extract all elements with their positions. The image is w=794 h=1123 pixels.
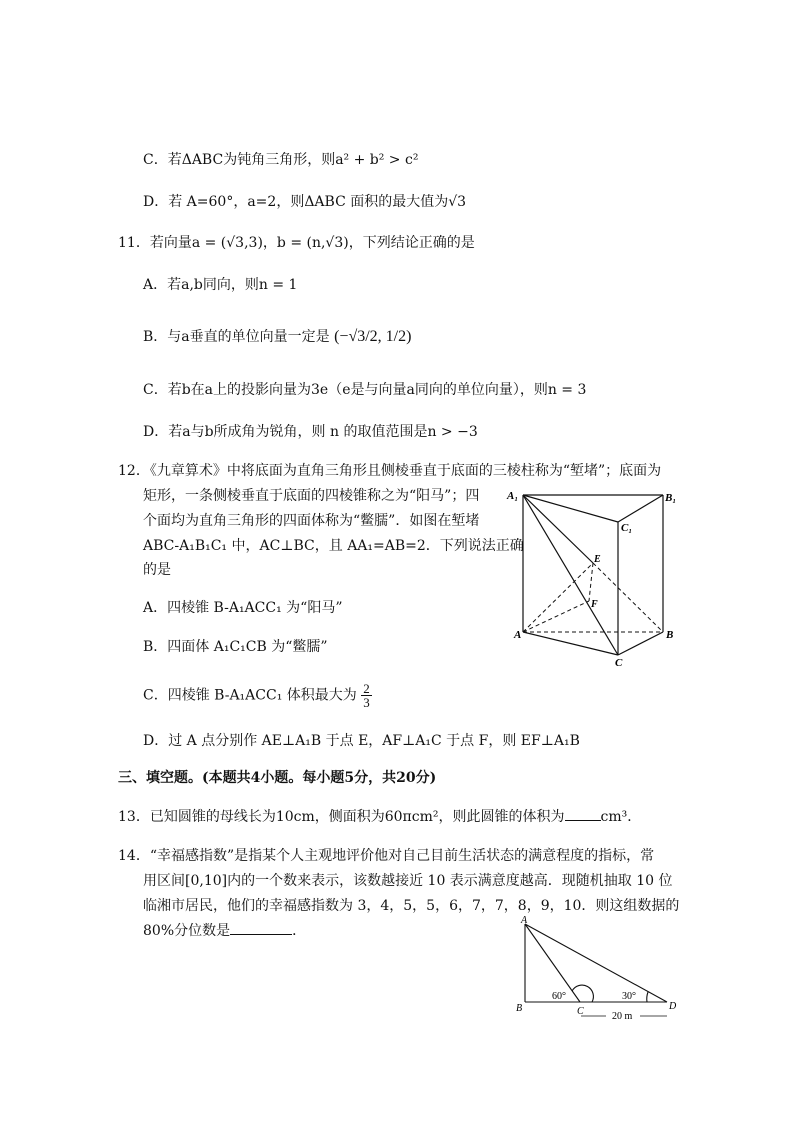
q11-option-b [143, 327, 411, 347]
tri-label-b: B [516, 1003, 523, 1014]
q12-stem-line4: ABC-A₁B₁C₁ 中，AC⊥BC，且 AA₁=AB=2．下列说法正确 [143, 538, 524, 554]
q11-stem: 11．若向量a = (√3,3)，b = (n,√3)，下列结论正确的是 [118, 235, 475, 251]
triangle-figure [510, 915, 685, 1020]
q11-option-b-text: B．与a垂直的单位向量一定是 [143, 329, 330, 345]
q13-stem [118, 806, 641, 827]
fraction-denominator: 3 [363, 695, 370, 710]
fraction-numerator: 2 [363, 681, 370, 696]
label-c: C [615, 657, 623, 669]
q12-stem-line2: 矩形，一条侧棱垂直于底面的四棱锥称之为“阳马”；四 [143, 488, 480, 504]
prism-figure [505, 485, 685, 670]
angle-60-label: 60° [552, 991, 566, 1002]
label-a: A [514, 629, 522, 641]
q14-stem-line4 [143, 920, 306, 941]
q14-stem-line3: 临湘市居民，他们的幸福感指数为 3，4，5，5，6，7，7，8，9，10．则这组数据的 [143, 898, 680, 914]
q11-option-b-vector: (−√3/2, 1/2) [334, 328, 412, 345]
angle-30-label: 30° [622, 991, 636, 1002]
q12-stem-line5: 的是 [143, 562, 171, 578]
label-a1: A₁ [507, 490, 519, 502]
q12-stem-line1: 12．《九章算术》中将底面为直角三角形且侧棱垂直于底面的三棱柱称为“堑堵”；底面为 [118, 463, 662, 479]
label-e: E [594, 554, 601, 565]
q14-end: ． [292, 923, 307, 939]
q12-option-c [143, 682, 372, 709]
label-b1: B₁ [665, 492, 677, 504]
section-heading: 三、填空题。(本题共4小题。每小题5分，共20分) [118, 770, 437, 786]
tri-label-c: C [577, 1006, 584, 1017]
label-b: B [666, 629, 674, 641]
q14-stem-line1: 14．“幸福感指数”是指某个人主观地评价他对自己目前生活状态的满意程度的指标，常 [118, 848, 655, 864]
q12-option-d: D．过 A 点分别作 AE⊥A₁B 于点 E，AF⊥A₁C 于点 F，则 EF⊥A₁B [143, 733, 580, 749]
q11-option-c: C．若b在a上的投影向量为3e（e是与向量a同向的单位向量），则n = 3 [143, 382, 587, 398]
label-f: F [591, 599, 598, 610]
q13-text: 13．已知圆锥的母线长为10cm，侧面积为60πcm²，则此圆锥的体积为 [118, 809, 565, 825]
tri-label-a: A [521, 915, 528, 926]
q12-option-c-fraction [361, 682, 372, 709]
q13-answer-blank[interactable] [565, 806, 601, 821]
q10-option-c: C．若ΔABC为钝角三角形，则a² + b² > c² [143, 152, 419, 168]
tri-label-d: D [669, 1001, 677, 1012]
q11-option-d: D．若a与b所成角为锐角，则 n 的取值范围是n > −3 [143, 424, 478, 440]
q12-option-a: A．四棱锥 B-A₁ACC₁ 为“阳马” [143, 600, 343, 616]
q14-text: 80%分位数是 [143, 923, 231, 939]
q14-answer-blank[interactable] [230, 920, 292, 935]
q11-option-a: A．若a,b同向，则n = 1 [143, 277, 298, 293]
distance-label: 20 m [612, 1011, 633, 1020]
q14-stem-line2: 用区间[0,10]内的一个数来表示，该数越接近 10 表示满意度越高．现随机抽取 10 位 [143, 873, 673, 889]
label-c1: C₁ [621, 522, 633, 534]
q12-option-c-text: C．四棱锥 B-A₁ACC₁ 体积最大为 [143, 687, 357, 704]
q10-option-d: D．若 A=60°，a=2，则ΔABC 面积的最大值为√3 [143, 194, 467, 210]
q12-option-b: B．四面体 A₁C₁CB 为“鳖臑” [143, 639, 328, 655]
q12-stem-line3: 个面均为直角三角形的四面体称为“鳖臑”．如图在堑堵 [143, 513, 480, 529]
q13-unit: cm³． [600, 809, 642, 825]
